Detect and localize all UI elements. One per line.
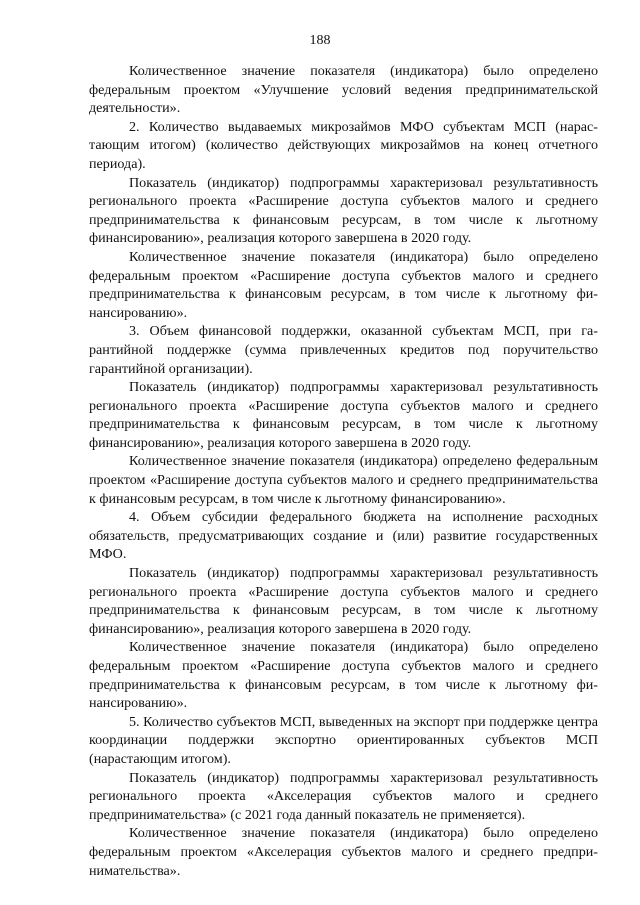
- paragraph: Количественное значение показателя (индикатора) было определено федеральным проектом «Акселерация субъектов малого и среднего предпринимательства».: [89, 825, 598, 879]
- paragraph: Количественное значение показателя (индикатора) определено федеральным проектом «Расширение доступа субъектов малого и среднего предпринимательства к финансовым ресурсам, в том числе к льготному финансированию».: [89, 453, 598, 507]
- paragraph: Количественное значение показателя (индикатора) было определено федеральным проектом «Улучшение условий ведения предпринимательской деятельности».: [89, 63, 598, 117]
- paragraph: Количественное значение показателя (индикатора) было определено федеральным проектом «Расширение доступа субъектов малого и среднего предпринимательства к финансовым ресурсам, в том числе к льготному финансированию».: [89, 639, 598, 712]
- body-text: [89, 62, 598, 880]
- paragraph: Показатель (индикатор) подпрограммы характеризовал результативность регионального проекта «Расширение доступа субъектов малого и среднего предпринимательства к финансовым ресурсам, в том числе к льготному финансированию», реализация которого завершена в 2020 году.: [89, 565, 598, 637]
- paragraph: Количественное значение показателя (индикатора) было определено федеральным проектом «Расширение доступа субъектов малого и среднего предпринимательства к финансовым ресурсам, в том числе к льготному финансированию».: [89, 248, 598, 321]
- paragraph: Показатель (индикатор) подпрограммы характеризовал результативность регионального проекта «Расширение доступа субъектов малого и среднего предпринимательства к финансовым ресурсам, в том числе к льготному финансированию», реализация которого завершена в 2020 году.: [89, 174, 598, 247]
- page-number: 188: [309, 33, 331, 48]
- paragraph: 3. Объем финансовой поддержки, оказанной субъектам МСП, при гарантийной поддержке (сумма привлеченных кредитов под поручительство гарантийной организации).: [89, 323, 598, 377]
- paragraph: Показатель (индикатор) подпрограммы характеризовал результативность регионального проекта «Акселерация субъектов малого и среднего предпринимательства» (с 2021 года данный показатель не применяется).: [89, 769, 598, 823]
- paragraph: Показатель (индикатор) подпрограммы характеризовал результативность регионального проекта «Расширение доступа субъектов малого и среднего предпринимательства к финансовым ресурсам, в том числе к льготному финансированию», реализация которого завершена в 2020 году.: [89, 379, 598, 451]
- paragraph: 2. Количество выдаваемых микрозаймов МФО субъектам МСП (нарастающим итогом) (количество действующих микрозаймов на конец отчетного периода).: [89, 118, 598, 172]
- paragraph: 5. Количество субъектов МСП, выведенных на экспорт при поддержке центра координации поддержки экспортно ориентированных субъектов МСП (нарастающим итогом).: [89, 713, 598, 767]
- paragraph: 4. Объем субсидии федерального бюджета на исполнение расходных обязательств, предусматривающих создание и (или) развитие государственных МФО.: [89, 509, 598, 563]
